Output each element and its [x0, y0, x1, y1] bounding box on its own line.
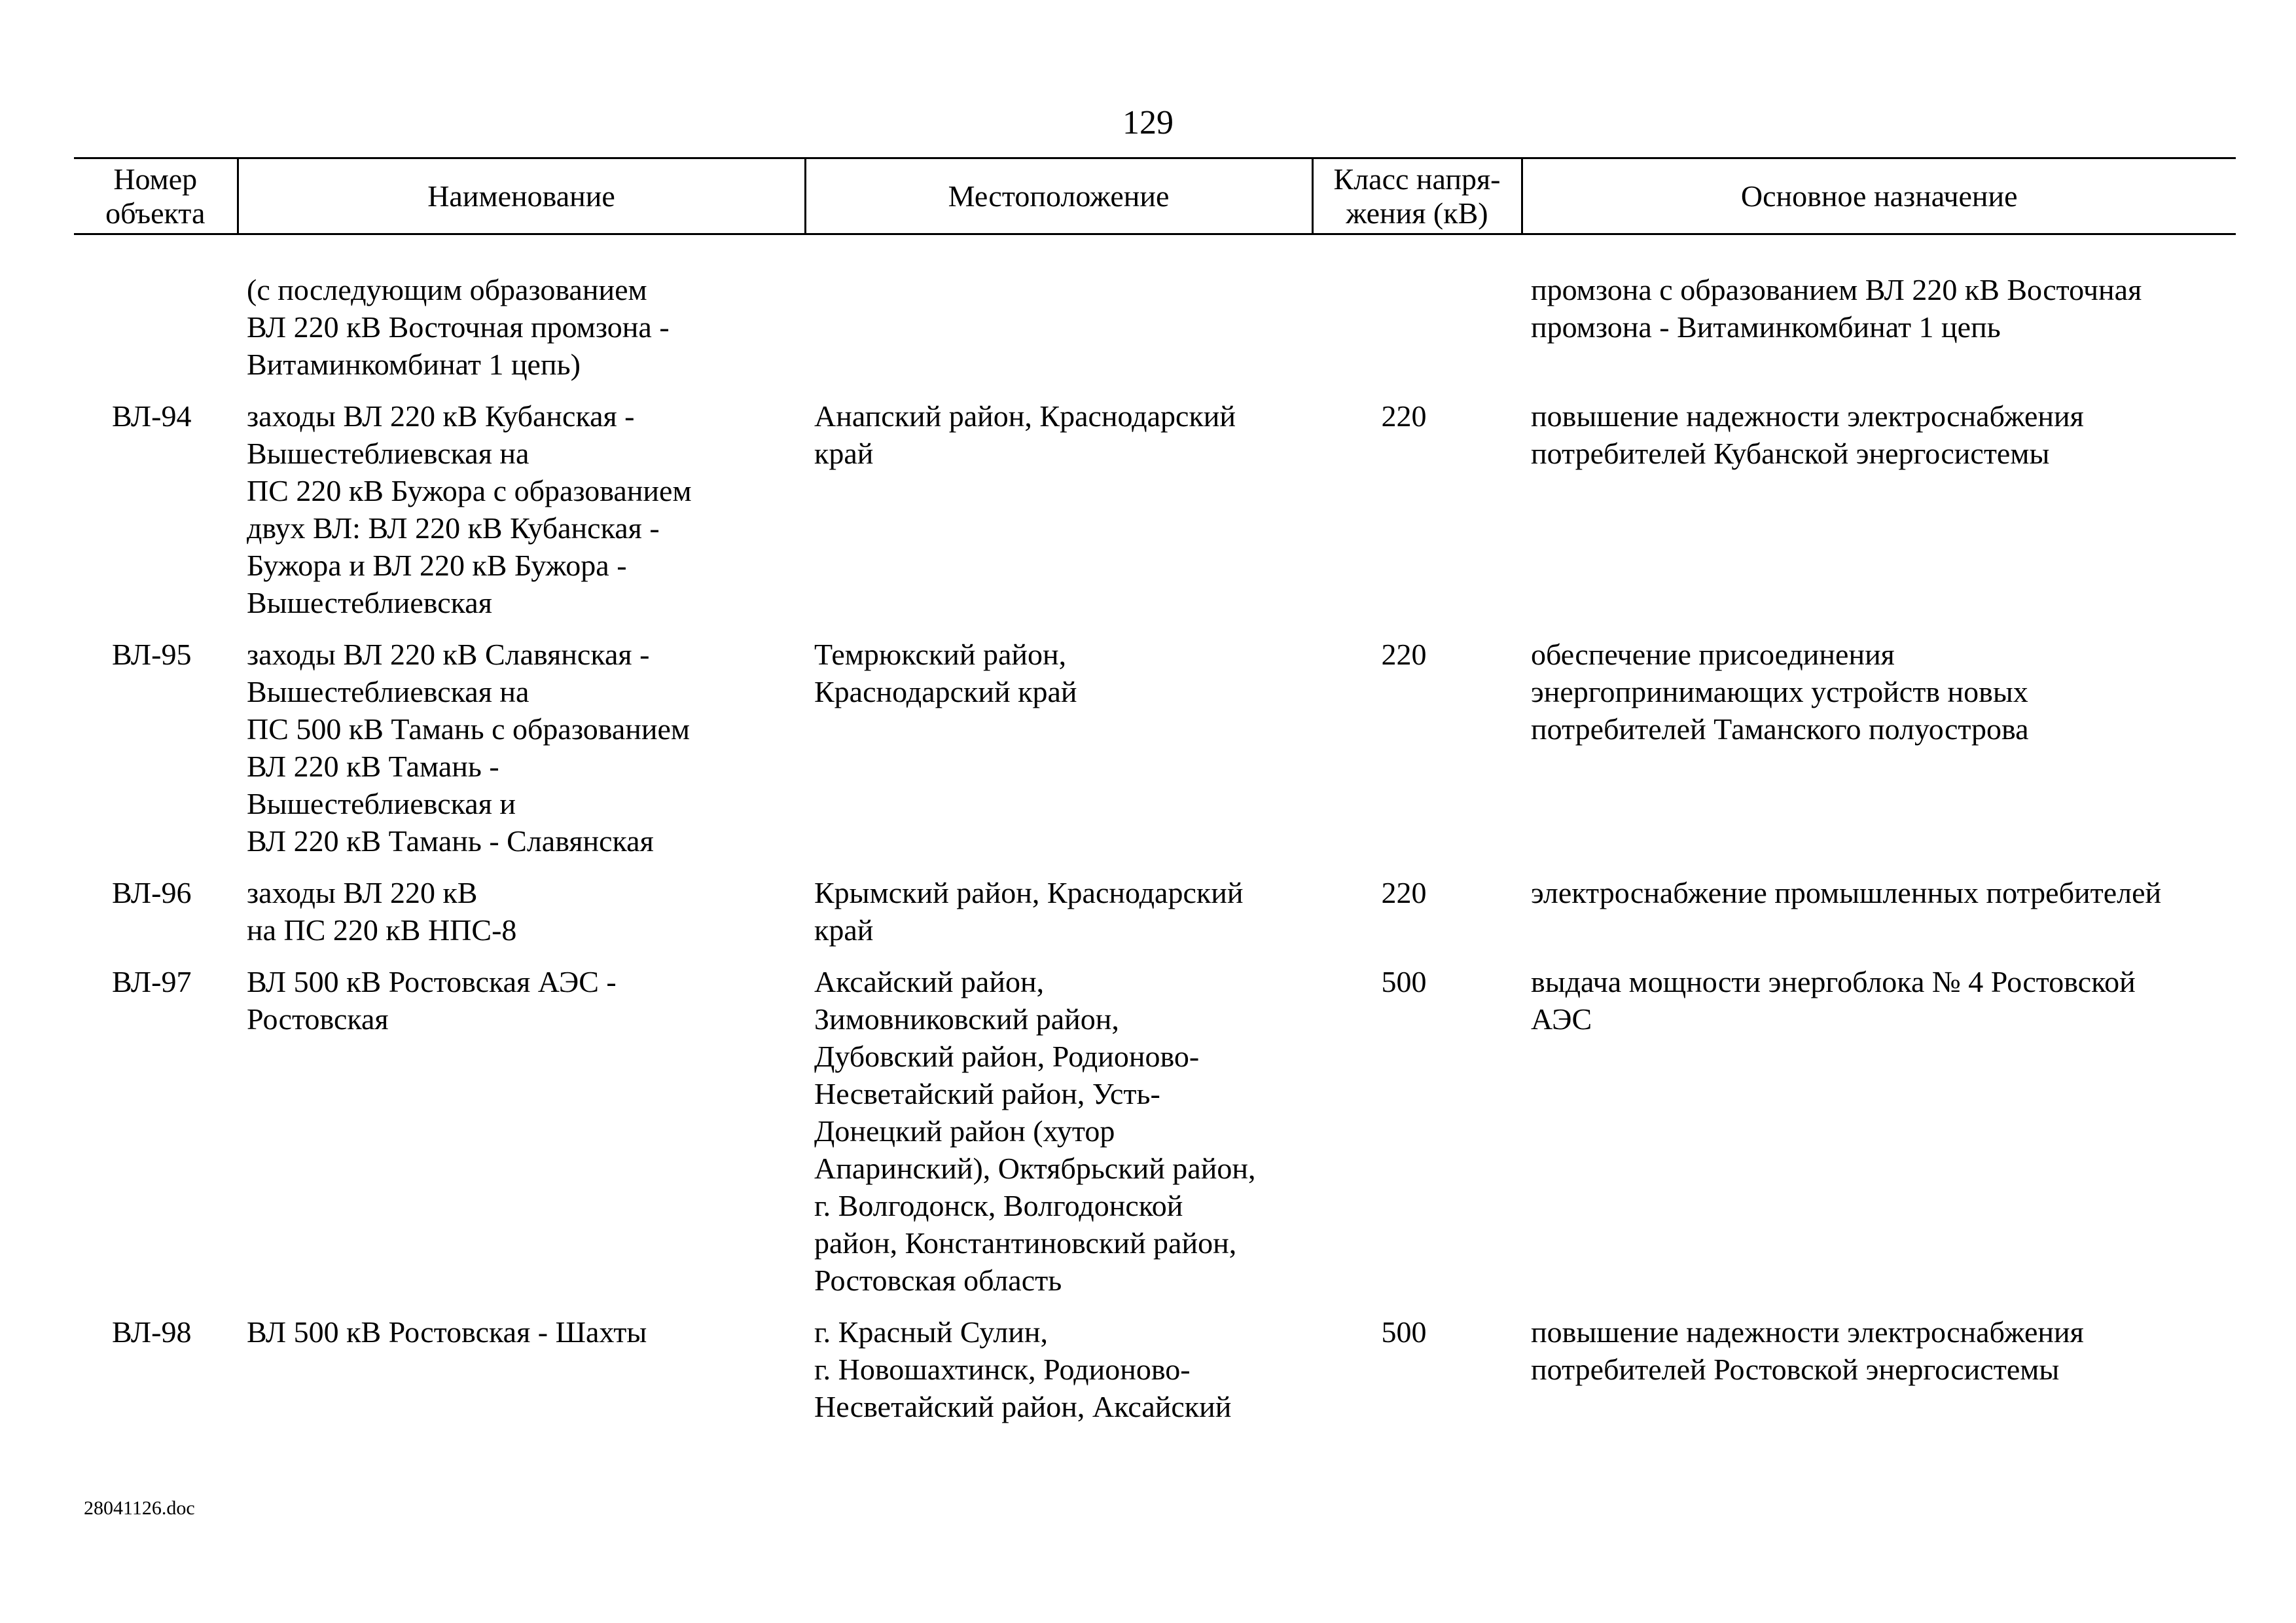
- object-purpose-line: обеспечение присоединения: [1531, 638, 1895, 671]
- header-name-label: Наименование: [427, 179, 615, 213]
- object-name-line: ВЛ 500 кВ Ростовская АЭС -: [247, 965, 617, 998]
- object-location-cell: [805, 963, 1312, 1313]
- header-voltage: [1312, 158, 1522, 234]
- object-voltage-cell: [1312, 874, 1522, 963]
- object-location-line: Ростовская область: [814, 1264, 1062, 1297]
- object-location-line: край: [814, 913, 874, 947]
- header-number: [74, 158, 238, 234]
- header-location: [805, 158, 1312, 234]
- object-name-line: заходы ВЛ 220 кВ Кубанская -: [247, 399, 635, 433]
- object-location-cell: [805, 397, 1312, 636]
- table-row: [74, 397, 2236, 636]
- object-name-line: заходы ВЛ 220 кВ: [247, 876, 478, 909]
- object-number-text: ВЛ-95: [112, 638, 192, 671]
- object-location-line: Апаринский), Октябрьский район,: [814, 1152, 1256, 1185]
- header-number-line: объекта: [105, 196, 206, 230]
- object-number-text: ВЛ-97: [112, 965, 192, 998]
- object-voltage-cell: [1312, 636, 1522, 874]
- object-purpose-line: повышение надежности электроснабжения: [1531, 399, 2084, 433]
- objects-table: [74, 157, 2236, 1440]
- object-voltage-text: 220: [1381, 876, 1427, 909]
- page-number: 129: [1122, 104, 1174, 141]
- object-purpose-cell: [1522, 874, 2236, 963]
- object-location-cell: [805, 1313, 1312, 1440]
- object-purpose-line: потребителей Таманского полуострова: [1531, 712, 2029, 746]
- object-purpose-cell: [1522, 271, 2236, 397]
- object-voltage-cell: [1312, 963, 1522, 1313]
- object-location-cell: [805, 271, 1312, 397]
- spacer-cell: [74, 234, 2236, 272]
- object-location-line: г. Красный Сулин,: [814, 1315, 1049, 1349]
- file-name-footer: 28041126.doc: [84, 1497, 195, 1519]
- object-name-cell: [238, 874, 805, 963]
- object-location-line: Донецкий район (хутор: [814, 1114, 1115, 1148]
- object-name-line: Витаминкомбинат 1 цепь): [247, 348, 581, 381]
- object-purpose-line: выдача мощности энергоблока № 4 Ростовской: [1531, 965, 2136, 998]
- object-location-line: Несветайский район, Усть-: [814, 1077, 1160, 1110]
- object-location-line: Аксайский район,: [814, 965, 1045, 998]
- object-voltage-text: 500: [1381, 1315, 1427, 1349]
- object-voltage-text: 220: [1381, 638, 1427, 671]
- object-purpose-cell: [1522, 1313, 2236, 1440]
- object-location-line: район, Константиновский район,: [814, 1226, 1237, 1260]
- object-name-line: Вышестеблиевская на: [247, 437, 529, 470]
- object-name-line: на ПС 220 кВ НПС-8: [247, 913, 517, 947]
- object-location-line: г. Волгодонск, Волгодонской: [814, 1189, 1183, 1222]
- table-body: [74, 234, 2236, 1440]
- object-number-cell: [74, 874, 238, 963]
- object-name-line: ВЛ 220 кВ Тамань - Славянская: [247, 824, 654, 858]
- object-purpose-line: потребителей Кубанской энергосистемы: [1531, 437, 2050, 470]
- table-row: [74, 1313, 2236, 1440]
- object-location-line: Краснодарский край: [814, 675, 1077, 708]
- object-name-line: Бужора и ВЛ 220 кВ Бужора -: [247, 549, 627, 582]
- object-name-cell: [238, 1313, 805, 1440]
- object-purpose-line: электроснабжение промышленных потребителей: [1531, 876, 2162, 909]
- object-name-cell: [238, 271, 805, 397]
- object-voltage-cell: [1312, 271, 1522, 397]
- table-row: [74, 963, 2236, 1313]
- object-purpose-line: АЭС: [1531, 1002, 1592, 1036]
- header-voltage-line: Класс напря-: [1333, 162, 1501, 196]
- object-name-cell: [238, 963, 805, 1313]
- object-location-cell: [805, 636, 1312, 874]
- object-name-line: ВЛ 220 кВ Восточная промзона -: [247, 310, 670, 344]
- object-location-line: Крымский район, Краснодарский: [814, 876, 1244, 909]
- object-number-text: ВЛ-96: [112, 876, 192, 909]
- table-row: [74, 636, 2236, 874]
- object-purpose-line: потребителей Ростовской энергосистемы: [1531, 1353, 2060, 1386]
- object-number-cell: [74, 636, 238, 874]
- header-purpose: [1522, 158, 2236, 234]
- object-purpose-cell: [1522, 397, 2236, 636]
- table-header-row: [74, 158, 2236, 234]
- table-row: [74, 271, 2236, 397]
- object-voltage-text: 220: [1381, 399, 1427, 433]
- object-number-cell: [74, 1313, 238, 1440]
- object-location-line: Зимовниковский район,: [814, 1002, 1119, 1036]
- object-number-cell: [74, 963, 238, 1313]
- header-spacer-row: [74, 234, 2236, 272]
- object-name-line: Вышестеблиевская и: [247, 787, 516, 820]
- object-location-line: Анапский район, Краснодарский: [814, 399, 1236, 433]
- object-name-line: ВЛ 220 кВ Тамань -: [247, 750, 499, 783]
- object-purpose-cell: [1522, 963, 2236, 1313]
- object-number-text: ВЛ-94: [112, 399, 192, 433]
- table-row: [74, 874, 2236, 963]
- object-name-line: двух ВЛ: ВЛ 220 кВ Кубанская -: [247, 511, 660, 545]
- header-voltage-line: жения (кВ): [1346, 196, 1488, 230]
- object-name-cell: [238, 397, 805, 636]
- object-purpose-line: энергопринимающих устройств новых: [1531, 675, 2028, 708]
- object-name-line: Ростовская: [247, 1002, 389, 1036]
- object-voltage-text: 500: [1381, 965, 1427, 998]
- object-location-line: Темрюкский район,: [814, 638, 1067, 671]
- object-location-cell: [805, 874, 1312, 963]
- object-name-line: (с последующим образованием: [247, 273, 647, 306]
- object-location-line: край: [814, 437, 874, 470]
- object-location-line: Дубовский район, Родионово-: [814, 1040, 1200, 1073]
- object-voltage-cell: [1312, 1313, 1522, 1440]
- object-name-line: ПС 500 кВ Тамань с образованием: [247, 712, 691, 746]
- object-name-line: ВЛ 500 кВ Ростовская - Шахты: [247, 1315, 647, 1349]
- object-name-line: Вышестеблиевская: [247, 586, 492, 619]
- object-purpose-cell: [1522, 636, 2236, 874]
- object-purpose-line: промзона - Витаминкомбинат 1 цепь: [1531, 310, 2001, 344]
- header-name: [238, 158, 805, 234]
- object-name-line: ПС 220 кВ Бужора с образованием: [247, 474, 692, 507]
- header-location-label: Местоположение: [948, 179, 1170, 213]
- object-name-cell: [238, 636, 805, 874]
- object-purpose-line: промзона с образованием ВЛ 220 кВ Восточная: [1531, 273, 2142, 306]
- object-number-cell: [74, 397, 238, 636]
- header-number-line: Номер: [113, 162, 198, 196]
- object-number-text: ВЛ-98: [112, 1315, 192, 1349]
- object-name-line: Вышестеблиевская на: [247, 675, 529, 708]
- object-number-cell: [74, 271, 238, 397]
- object-name-line: заходы ВЛ 220 кВ Славянская -: [247, 638, 650, 671]
- header-purpose-label: Основное назначение: [1740, 179, 2018, 213]
- object-voltage-cell: [1312, 397, 1522, 636]
- object-location-line: г. Новошахтинск, Родионово-: [814, 1353, 1191, 1386]
- object-purpose-line: повышение надежности электроснабжения: [1531, 1315, 2084, 1349]
- object-location-line: Несветайский район, Аксайский: [814, 1390, 1232, 1423]
